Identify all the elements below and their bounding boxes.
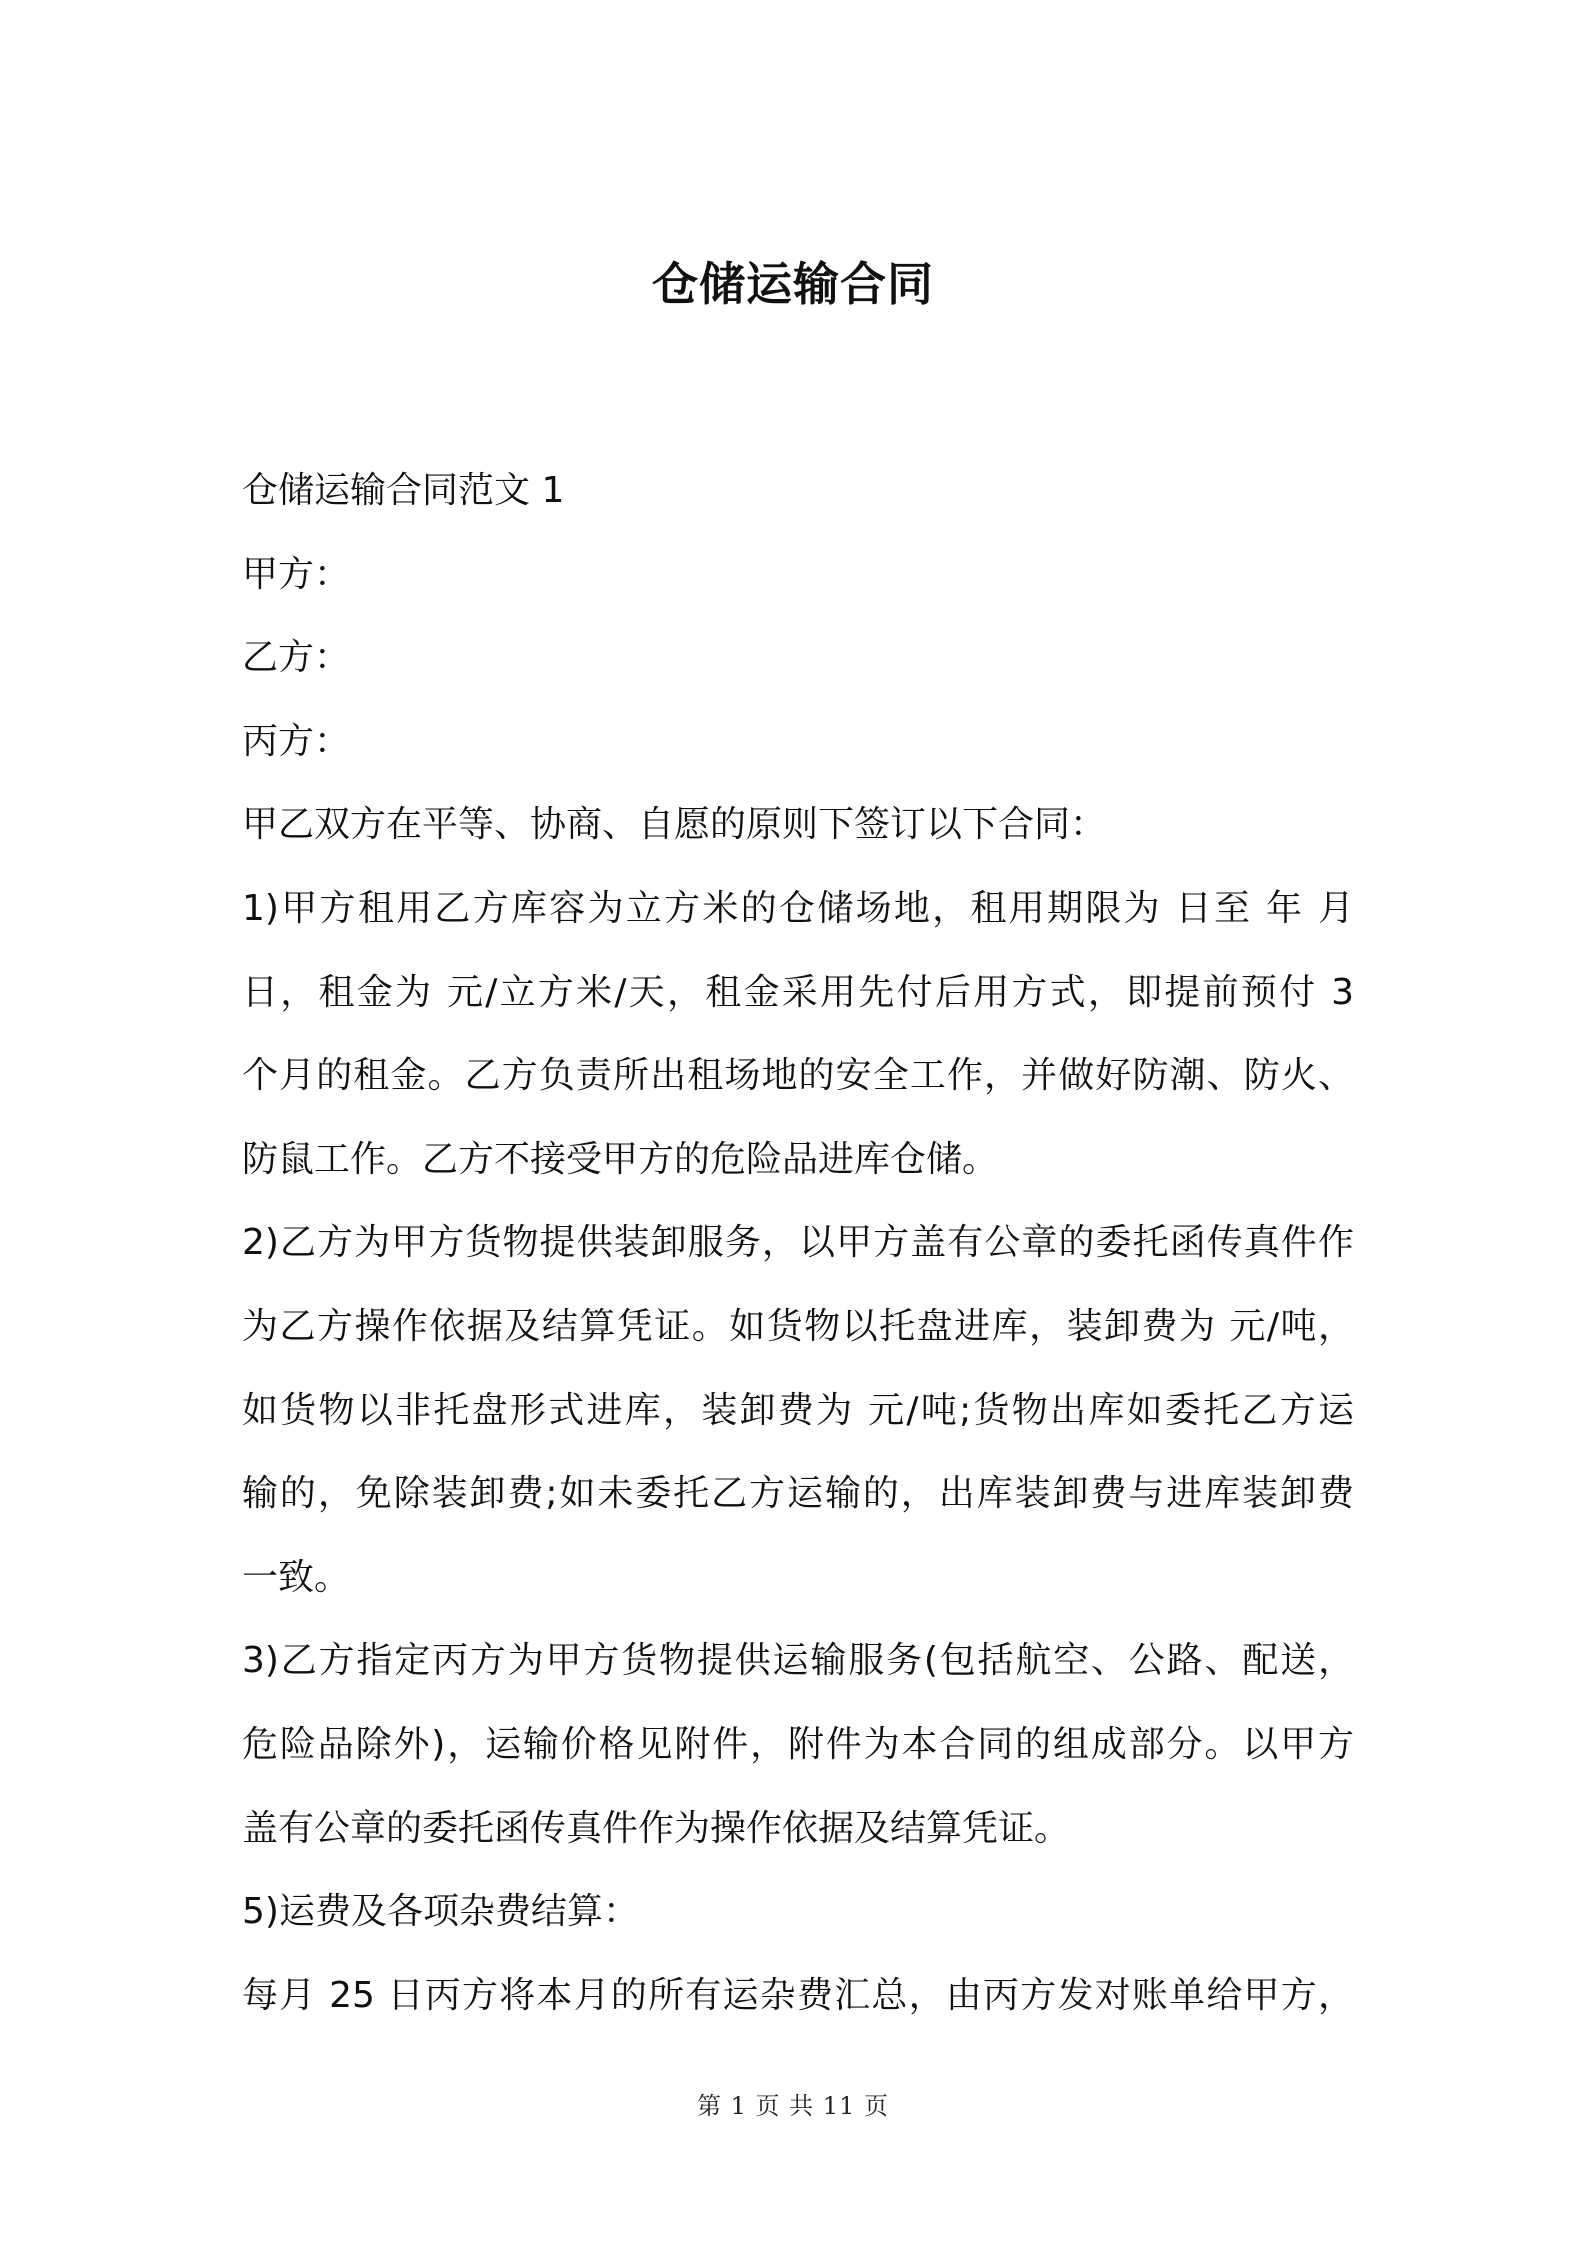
document-title: 仓储运输合同 — [652, 257, 934, 311]
clause-line: 2)乙方为甲方货物提供装卸服务，以甲方盖有公章的委托函传真件作 — [242, 1222, 1354, 1264]
preamble-line: 甲乙双方在平等、协商、自愿的原则下签订以下合同： — [242, 804, 1107, 846]
clause-line: 一致。 — [242, 1556, 351, 1598]
clause-line: 1)甲方租用乙方库容为立方米的仓储场地，租用期限为 日至 年 月 — [242, 887, 1354, 929]
clause-line: 盖有公章的委托函传真件作为操作依据及结算凭证。 — [242, 1807, 1071, 1849]
party-b-line: 乙方： — [242, 637, 351, 679]
clause-line: 个月的租金。乙方负责所出租场地的安全工作，并做好防潮、防火、 — [242, 1055, 1354, 1097]
document-body — [242, 449, 1362, 2037]
party-c-line: 丙方： — [242, 720, 351, 762]
page-number-footer: 第 1 页 共 11 页 — [697, 2092, 889, 2120]
clause-line: 为乙方操作依据及结算凭证。如货物以托盘进库，装卸费为 元/吨， — [242, 1305, 1354, 1347]
clause-line: 每月 25 日丙方将本月的所有运杂费汇总，由丙方发对账单给甲方， — [242, 1974, 1354, 2016]
clause-line: 防鼠工作。乙方不接受甲方的危险品进库仓储。 — [242, 1138, 999, 1180]
clause-line: 危险品除外)，运输价格见附件，附件为本合同的组成部分。以甲方 — [242, 1723, 1354, 1765]
clause-line: 日，租金为 元/立方米/天，租金采用先付后用方式，即提前预付 3 — [242, 971, 1354, 1013]
clause-line: 5)运费及各项杂费结算： — [242, 1891, 639, 1933]
clause-line: 如货物以非托盘形式进库，装卸费为 元/吨;货物出库如委托乙方运 — [242, 1389, 1354, 1431]
clause-line: 3)乙方指定丙方为甲方货物提供运输服务(包括航空、公路、配送， — [242, 1640, 1354, 1682]
party-a-line: 甲方： — [242, 553, 351, 595]
clause-line: 输的，免除装卸费;如未委托乙方运输的，出库装卸费与进库装卸费 — [242, 1473, 1354, 1515]
section-heading: 仓储运输合同范文 1 — [242, 470, 565, 511]
